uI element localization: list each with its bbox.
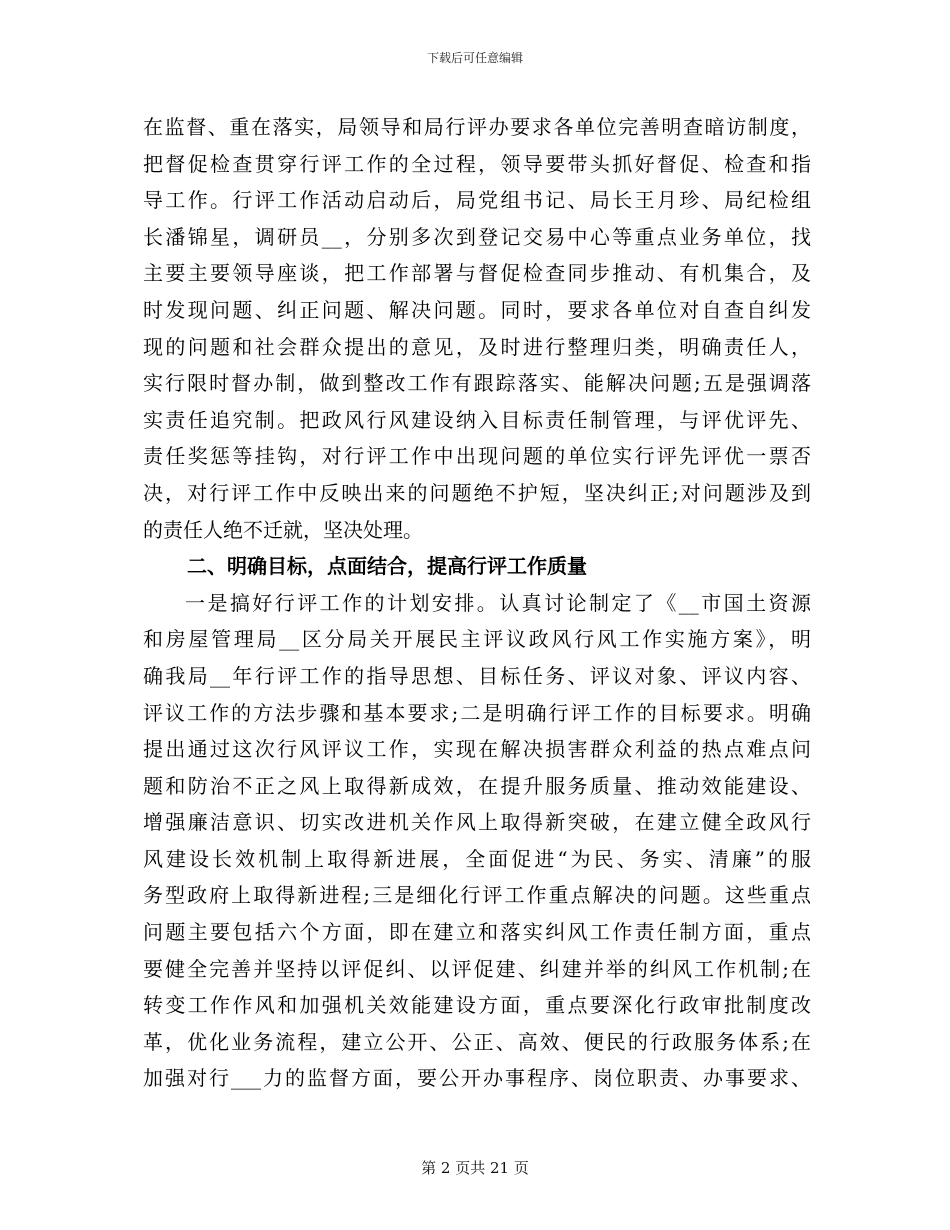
text-line: 提出通过这次行风评议工作，实现在解决损害群众利益的热点难点问 bbox=[143, 737, 811, 762]
text-line: 问题主要包括六个方面，即在建立和落实纠风工作责任制方面，重点 bbox=[143, 920, 811, 945]
text-line: 把督促检查贯穿行评工作的全过程，领导要带头抓好督促、检查和指 bbox=[143, 151, 811, 176]
text-line: 务型政府上取得新进程;三是细化行评工作重点解决的问题。这些重点 bbox=[143, 883, 811, 908]
text-line: 转变工作作风和加强机关效能建设方面，重点要深化行政审批制度改 bbox=[143, 993, 811, 1018]
text-line: 责任奖惩等挂钩，对行评工作中出现问题的单位实行评先评优一票否 bbox=[143, 444, 811, 469]
text-line: 决，对行评工作中反映出来的问题绝不护短，坚决纠正;对问题涉及到 bbox=[143, 480, 811, 505]
text-line: 实行限时督办制，做到整改工作有跟踪落实、能解决问题;五是强调落 bbox=[143, 371, 811, 396]
text-line: 确我局__年行评工作的指导思想、目标任务、评议对象、评议内容、 bbox=[143, 663, 811, 688]
page-footer: 第 2 页共 21 页 bbox=[421, 1159, 529, 1177]
text-line: 增强廉洁意识、切实改进机关作风上取得新突破，在建立健全政风行 bbox=[143, 810, 811, 835]
text-line: 实责任追究制。把政风行风建设纳入目标责任制管理，与评优评先、 bbox=[143, 407, 811, 432]
document-body bbox=[143, 109, 811, 1097]
page-header: 下载后可任意编辑 bbox=[426, 51, 523, 65]
text-line: 长潘锦星，调研员__，分别多次到登记交易中心等重点业务单位，找 bbox=[143, 224, 811, 249]
text-line: 导工作。行评工作活动启动后，局党组书记、局长王月珍、局纪检组 bbox=[143, 188, 811, 213]
text-line: 在监督、重在落实，局领导和局行评办要求各单位完善明查暗访制度， bbox=[143, 115, 811, 139]
text-line: 加强对行___力的监督方面，要公开办事程序、岗位职责、办事要求、 bbox=[143, 1066, 811, 1091]
text-line: 革，优化业务流程，建立公开、公正、高效、便民的行政服务体系;在 bbox=[143, 1029, 811, 1054]
text-line: 时发现问题、纠正问题、解决问题。同时，要求各单位对自查自纠发 bbox=[143, 297, 811, 322]
text-line: 要健全完善并坚持以评促纠、以评促建、纠建并举的纠风工作机制;在 bbox=[143, 956, 811, 981]
text-line: 和房屋管理局__区分局关开展民主评议政风行风工作实施方案》，明 bbox=[143, 627, 811, 652]
section-heading: 二、明确目标，点面结合，提高行评工作质量 bbox=[187, 554, 587, 579]
text-line: 现的问题和社会群众提出的意见，及时进行整理归类，明确责任人， bbox=[143, 334, 811, 359]
paragraph-first-line: 一是搞好行评工作的计划安排。认真讨论制定了《__市国土资源 bbox=[185, 590, 811, 615]
text-line: 评议工作的方法步骤和基本要求;二是明确行评工作的目标要求。明确 bbox=[143, 700, 811, 725]
text-line: 风建设长效机制上取得新进展，全面促进“为民、务实、清廉”的服 bbox=[143, 846, 811, 871]
text-line: 的责任人绝不迁就，坚决处理。 bbox=[143, 517, 423, 542]
text-line: 主要主要领导座谈，把工作部署与督促检查同步推动、有机集合，及 bbox=[143, 261, 811, 286]
text-line: 题和防治不正之风上取得新成效，在提升服务质量、推动效能建设、 bbox=[143, 773, 811, 798]
